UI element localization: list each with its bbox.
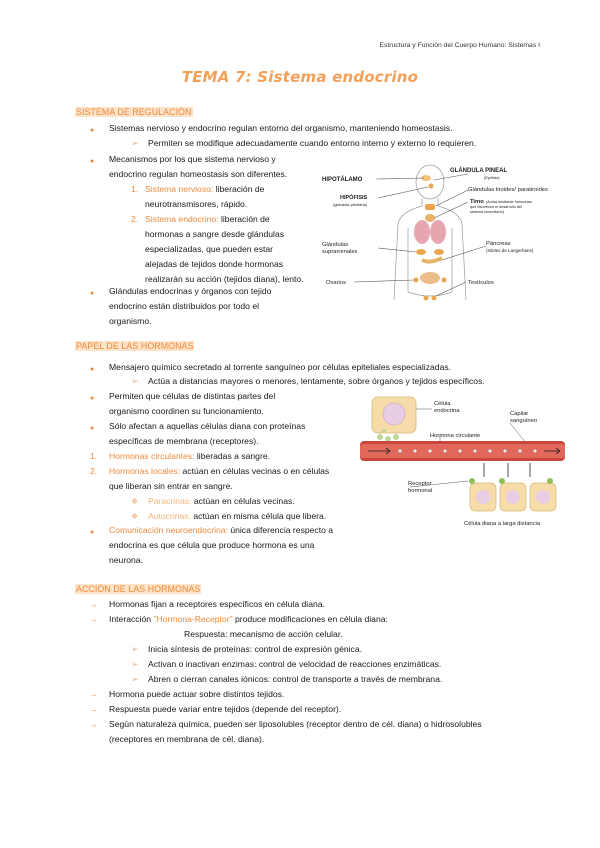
- paragraph: Hormona puede actuar sobre distintos tejidos.: [109, 689, 285, 699]
- label-timo-desc3: sistema inmunitario): [470, 210, 504, 214]
- paragraph: Inicia síntesis de proteínas: control de expresión génica.: [148, 644, 363, 654]
- arrowhead-icon: ➢: [131, 138, 139, 148]
- paragraph: endocrino regulan homeostasis son diferentes.: [109, 169, 288, 179]
- list-number: 2.: [90, 466, 98, 476]
- label-glandulas: Glándulas: [322, 242, 349, 248]
- label-tiroides: Glándulas tiroides/ paratiroides: [468, 187, 548, 193]
- label-hipofisis: HIPÓFISIS: [340, 195, 368, 201]
- paragraph: especializadas, que pueden estar: [145, 244, 274, 254]
- label-pancreas-sub: (Islotes de Langerhans): [486, 248, 534, 253]
- list-number: 1.: [131, 184, 139, 194]
- endocrine-system-figure: [318, 160, 548, 312]
- label-receptor: Receptor: [408, 481, 432, 487]
- label-suprarrenales: suprarrenales: [322, 249, 358, 255]
- paragraph: organismo coordinen su funcionamiento.: [109, 406, 264, 416]
- arrow-icon: →: [89, 614, 98, 624]
- section-heading-hormonas: PAPEL DE LAS HORMONAS: [76, 341, 194, 351]
- bullet-icon: ●: [90, 425, 95, 432]
- section-heading-accion: ACCIÓN DE LAS HORMONAS: [76, 584, 201, 594]
- paragraph: Sistemas nervioso y endocrino regulan entorno del organismo, manteniendo homeostasis.: [109, 123, 453, 133]
- paragraph: alejadas de tejidos donde hormonas: [145, 259, 284, 269]
- label-hipotalamo: HIPOTÁLAMO: [322, 177, 363, 183]
- paragraph: endocrino están distribuidos por todo el: [109, 301, 260, 311]
- bullet-icon: ●: [90, 158, 95, 165]
- list-item: Hormonas circulantes: liberadas a sangre.: [109, 451, 270, 461]
- arrowhead-icon: ➢: [131, 659, 139, 669]
- paragraph: realizarán su acción (tejidos diana), lento.: [145, 274, 304, 284]
- arrowhead-icon: ➢: [131, 674, 139, 684]
- paragraph: Abren o cierran canales iónicos: control de transporte a través de membrana.: [148, 674, 443, 684]
- diamond-bullet-icon: ❖: [131, 497, 139, 506]
- list-item: Comunicación neuroendocrina: única diferencia respecto a: [109, 525, 334, 535]
- paragraph: Activan o inactivan enzimas: control de velocidad de reacciones enzimáticas.: [148, 659, 442, 669]
- paragraph: endocrina es que célula que produce hormona es una: [109, 540, 315, 550]
- label-pancreas: Páncreas: [486, 241, 511, 247]
- paragraph: Mensajero químico secretado al torrente sanguíneo por células epiteliales especializadas.: [109, 362, 452, 372]
- label-celula-endocrina: Célula: [434, 401, 451, 407]
- bullet-icon: ●: [90, 127, 95, 134]
- list-item: Autocrinas: actúan en misma célula que libera.: [148, 511, 327, 521]
- bullet-icon: ●: [90, 290, 95, 297]
- label-capilar: Capilar: [510, 411, 529, 417]
- label-timo-desc2: que favorecen el desarrollo del: [470, 205, 522, 209]
- section-heading-regulacion: SISTEMA DE REGULACIÓN: [76, 107, 192, 117]
- list-item: Paracrinas: actúan en células vecinas.: [148, 496, 295, 506]
- paragraph: Actúa a distancias mayores o menores, lentamente, sobre órganos y tejidos específicos.: [148, 376, 485, 386]
- label-pineal-sub: (Epífisis): [484, 175, 500, 180]
- bullet-icon: ●: [90, 366, 95, 373]
- label-hipofisis-sub: (glándula pituitaria): [333, 202, 368, 207]
- paragraph: Permiten que células de distintas partes del: [109, 391, 276, 401]
- arrow-icon: →: [89, 704, 98, 714]
- paragraph: Según naturaleza química, pueden ser liposolubles (receptor dentro de cél. diana) o hidrosolubles: [109, 719, 482, 729]
- label-hormona-circulante: Hormona circulante: [430, 433, 481, 439]
- list-item: Hormonas locales: actúan en células vecinas o en células: [109, 466, 330, 476]
- arrowhead-icon: ➢: [131, 376, 139, 386]
- list-number: 1.: [90, 451, 98, 461]
- running-header: Estructura y Función del Cuerpo Humano: Sistemas I: [379, 42, 540, 49]
- bullet-icon: ●: [90, 529, 95, 536]
- label-testiculos: Testículos: [468, 280, 494, 286]
- paragraph: neurona.: [109, 555, 143, 565]
- arrow-icon: →: [89, 599, 98, 609]
- bullet-icon: ●: [90, 395, 95, 402]
- label-receptor2: hormonal: [408, 488, 433, 494]
- paragraph: organismo.: [109, 316, 152, 326]
- paragraph: Interacción "Hormona-Receptor" produce modificaciones en célula diana:: [109, 614, 388, 624]
- paragraph: (receptores en membrana de cél. diana).: [109, 734, 265, 744]
- paragraph: Glándulas endocrinas y órganos con tejido: [109, 286, 272, 296]
- diamond-bullet-icon: ❖: [131, 512, 139, 521]
- arrow-icon: →: [89, 689, 98, 699]
- label-timo-desc: (Actúa mediante hormonas: [486, 200, 532, 204]
- label-ovarios: Ovarios: [326, 280, 346, 286]
- arrow-icon: →: [89, 719, 98, 729]
- paragraph: específicas de membrana (receptores).: [109, 436, 259, 446]
- label-celula-endocrina2: endocrina: [434, 408, 460, 414]
- paragraph: hormonas a sangre desde glándulas: [145, 229, 285, 239]
- paragraph: neurotransmisores, rápido.: [145, 199, 248, 209]
- hormone-transport-figure: [360, 393, 570, 533]
- paragraph: Respuesta puede variar entre tejidos (depende del receptor).: [109, 704, 342, 714]
- paragraph: Sólo afectan a aquellas células diana con proteínas: [109, 421, 306, 431]
- list-number: 2.: [131, 214, 139, 224]
- paragraph: Mecanismos por los que sistema nervioso y: [109, 154, 276, 164]
- list-item: Sistema nervioso: liberación de: [145, 184, 265, 194]
- paragraph: que liberan sin entrar en sangre.: [109, 481, 233, 491]
- paragraph: Permiten se modifique adecuadamente cuando entorno interno y externo lo requieren.: [148, 138, 477, 148]
- list-item: Sistema endocrino: liberación de: [145, 214, 270, 224]
- label-timo: Timo: [470, 199, 484, 205]
- paragraph: Respuesta: mecanismo de acción celular.: [184, 629, 343, 639]
- label-celula-diana: Célula diana a larga distancia: [464, 521, 541, 527]
- label-capilar2: sanguíneo: [510, 418, 538, 424]
- page-title: TEMA 7: Sistema endocrino: [181, 68, 419, 86]
- arrowhead-icon: ➢: [131, 644, 139, 654]
- label-pineal: GLÁNDULA PINEAL: [450, 168, 508, 174]
- paragraph: Hormonas fijan a receptores específicos en célula diana.: [109, 599, 325, 609]
